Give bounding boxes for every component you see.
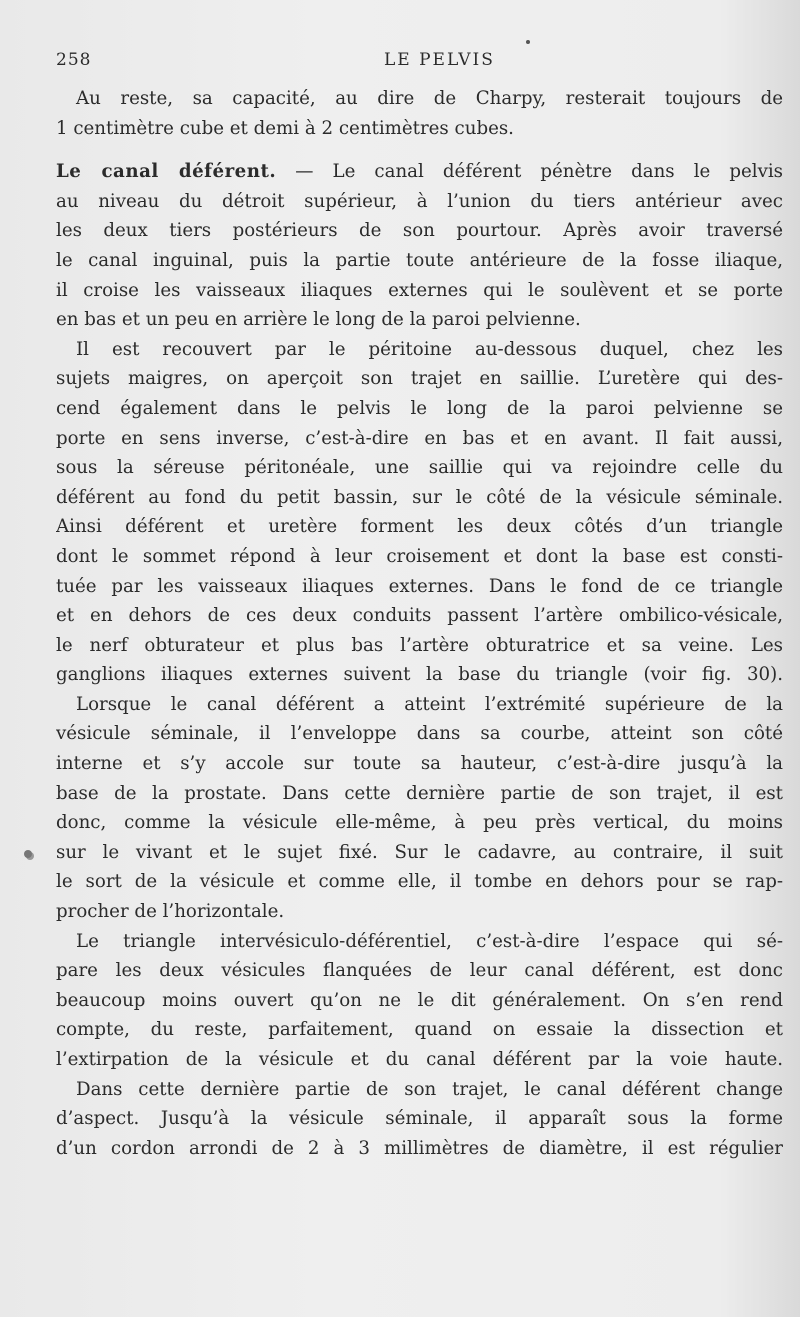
text-line: dont le sommet répond à leur croisement et dont la base est consti- (56, 545, 783, 567)
section-heading: Le canal déférent. (56, 161, 277, 183)
text-line: d’aspect. Jusqu’à la vésicule séminale, il apparaît sous la forme (56, 1108, 783, 1130)
text-line: cend également dans le pelvis le long de la paroi pelvienne se (56, 397, 783, 419)
section-canal-deferent (56, 157, 783, 1163)
text-line: Le triangle intervésiculo-déférentiel, c’est-à-dire l’espace qui sé- (76, 930, 783, 952)
text-line: Dans cette dernière partie de son trajet, le canal déférent change (76, 1078, 783, 1100)
text-line: Il est recouvert par le péritoine au-dessous duquel, chez les (76, 338, 783, 360)
text-line: beaucoup moins ouvert qu’on ne le dit généralement. On s’en rend (56, 989, 783, 1011)
body-text (56, 84, 783, 1163)
text-line: et en dehors de ces deux conduits passent l’artère ombilico-vésicale, (56, 605, 783, 627)
paragraph-capacity (56, 84, 783, 143)
text-line: procher de l’horizontale. (56, 901, 285, 923)
section-heading-line (56, 157, 783, 187)
text-line: vésicule séminale, il l’enveloppe dans sa courbe, atteint son côté (56, 723, 783, 745)
text-line: 1 centimètre cube et demi à 2 centimètres cubes. (56, 117, 514, 139)
text-line: le canal inguinal, puis la partie toute antérieure de la fosse iliaque, (56, 249, 783, 271)
text-line: les deux tiers postérieurs de son pourtour. Après avoir traversé (56, 220, 783, 242)
text-line: tuée par les vaisseaux iliaques externes. Dans le fond de ce triangle (56, 575, 783, 597)
text-line: le sort de la vésicule et comme elle, il tombe en dehors pour se rap- (56, 871, 783, 893)
text-line: au niveau du détroit supérieur, à l’union du tiers antérieur avec (56, 190, 783, 212)
text-line: sujets maigres, on aperçoit son trajet en saillie. L’uretère qui des- (56, 368, 783, 390)
text-line: porte en sens inverse, c’est-à-dire en bas et en avant. Il fait aussi, (56, 427, 783, 449)
text-line: sous la séreuse péritonéale, une saillie qui va rejoindre celle du (56, 457, 783, 479)
text-line: déférent au fond du petit bassin, sur le côté de la vésicule séminale. (56, 486, 783, 508)
text-line: base de la prostate. Dans cette dernière partie de son trajet, il est (56, 782, 783, 804)
text-line: Au reste, sa capacité, au dire de Charpy, resterait toujours de (76, 88, 783, 109)
text-line: le nerf obturateur et plus bas l’artère obturatrice et sa veine. Les (56, 634, 783, 656)
margin-ink-mark (24, 850, 32, 858)
text-line: ganglions iliaques externes suivent la base du triangle (voir fig. 30). (56, 664, 783, 686)
running-title: LE PELVIS (384, 50, 495, 70)
text-line: sur le vivant et le sujet fixé. Sur le cadavre, au contraire, il suit (56, 841, 783, 863)
page-header (56, 50, 760, 74)
heading-line-text: — Le canal déférent pénètre dans le pelvis (276, 161, 783, 183)
text-line: pare les deux vésicules flanquées de leur canal déférent, est donc (56, 960, 783, 982)
text-line: l’extirpation de la vésicule et du canal déférent par la voie haute. (56, 1049, 783, 1070)
text-line: il croise les vaisseaux iliaques externes qui le soulèvent et se porte (56, 279, 783, 301)
text-line: d’un cordon arrondi de 2 à 3 millimètres de diamètre, il est régulier (56, 1137, 783, 1159)
text-line: compte, du reste, parfaitement, quand on essaie la dissection et (56, 1019, 783, 1041)
paragraph-gap (56, 143, 783, 157)
text-line: Lorsque le canal déférent a atteint l’extrémité supérieure de la (76, 693, 783, 715)
ink-speck (526, 40, 530, 44)
text-line: en bas et un peu en arrière le long de la paroi pelvienne. (56, 309, 581, 331)
text-line: interne et s’y accole sur toute sa hauteur, c’est-à-dire jusqu’à la (56, 753, 783, 775)
text-line: Ainsi déférent et uretère forment les deux côtés d’un triangle (56, 516, 783, 538)
text-line: donc, comme la vésicule elle-même, à peu près vertical, du moins (56, 812, 783, 834)
page-number: 258 (56, 50, 92, 70)
